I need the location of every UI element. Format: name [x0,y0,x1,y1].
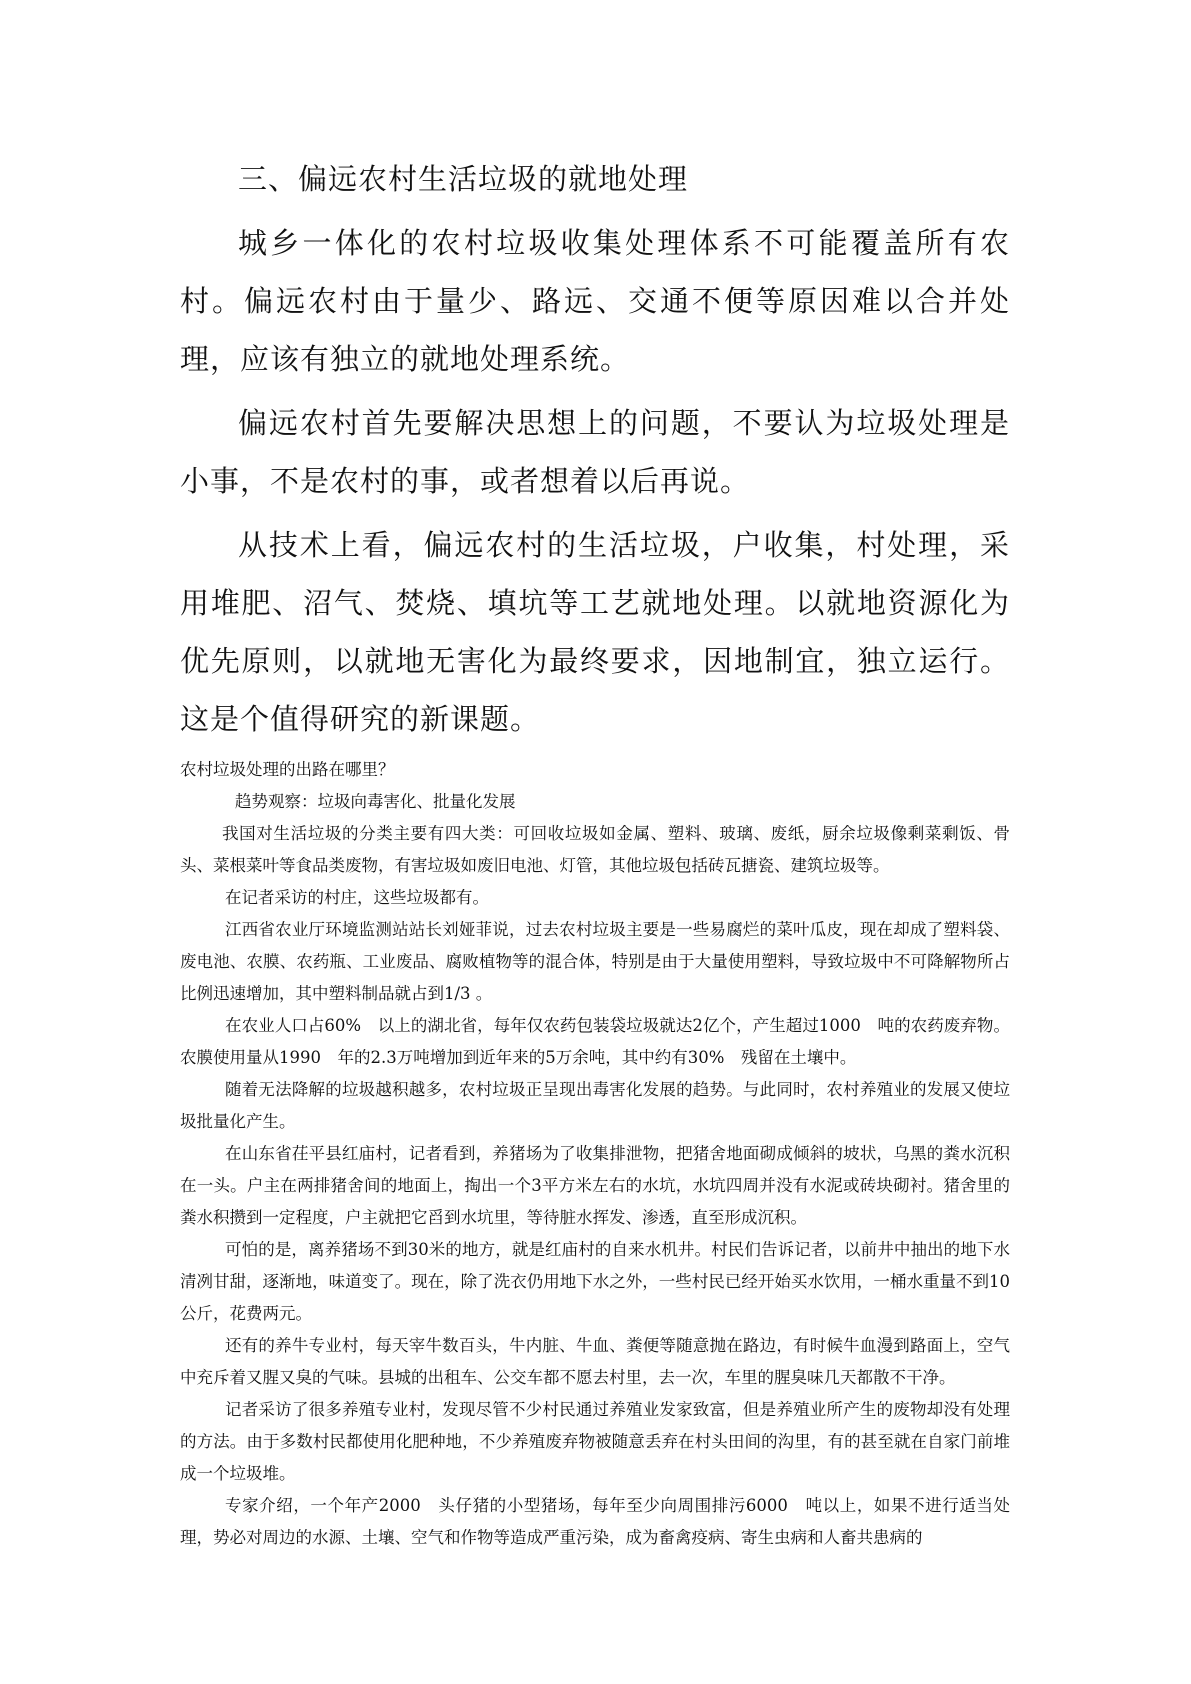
section-paragraph-3: 从技术上看，偏远农村的生活垃圾，户收集，村处理，采用堆肥、沼气、焚烧、填坑等工艺就地处理。以就地资源化为优先原则，以就地无害化为最终要求，因地制宜，独立运行。这是个值得研究的新课题。 [180,528,1010,736]
section-paragraph-1: 城乡一体化的农村垃圾收集处理体系不可能覆盖所有农村。偏远农村由于量少、路远、交通不便等原因难以合并处理，应该有独立的就地处理系统。 [180,226,1010,376]
article-paragraph-2: 在记者采访的村庄，这些垃圾都有。 [225,888,489,907]
article-paragraph-7: 可怕的是，离养猪场不到30米的地方，就是红庙村的自来水机井。村民们告诉记者，以前井中抽出的地下水清冽甘甜，逐渐地，味道变了。现在，除了洗衣仍用地下水之外，一些村民已经开始买水饮用，一桶水重量不到10公斤，花费两元。 [180,1240,1010,1323]
article-title: 农村垃圾处理的出路在哪里？ [180,760,395,779]
section-remote-rural-waste [180,150,1010,748]
article-subheading: 趋势观察：垃圾向毒害化、批量化发展 [235,792,516,811]
document-page [180,150,1010,1554]
article-paragraph-1: 我国对生活垃圾的分类主要有四大类：可回收垃圾如金属、塑料、玻璃、废纸，厨余垃圾像剩菜剩饭、骨头、菜根菜叶等食品类废物，有害垃圾如废旧电池、灯管，其他垃圾包括砖瓦搪瓷、建筑垃圾等。 [180,824,1010,875]
article-paragraph-6: 在山东省茌平县红庙村，记者看到，养猪场为了收集排泄物，把猪舍地面砌成倾斜的坡状，乌黑的粪水沉积在一头。户主在两排猪舍间的地面上，掏出一个3平方米左右的水坑，水坑四周并没有水泥或砖块砌衬。猪舍里的粪水积攒到一定程度，户主就把它舀到水坑里，等待脏水挥发、渗透，直至形成沉积。 [180,1144,1010,1227]
article-paragraph-3: 江西省农业厅环境监测站站长刘娅菲说，过去农村垃圾主要是一些易腐烂的菜叶瓜皮，现在却成了塑料袋、废电池、农膜、农药瓶、工业废品、腐败植物等的混合体，特别是由于大量使用塑料，导致垃圾中不可降解物所占比例迅速增加，其中塑料制品就占到1/3 。 [180,920,1010,1003]
article-paragraph-8: 还有的养牛专业村，每天宰牛数百头，牛内脏、牛血、粪便等随意抛在路边，有时候牛血漫到路面上，空气中充斥着又腥又臭的气味。县城的出租车、公交车都不愿去村里，去一次，车里的腥臭味几天都散不干净。 [180,1336,1010,1387]
article-paragraph-9: 记者采访了很多养殖专业村，发现尽管不少村民通过养殖业发家致富，但是养殖业所产生的废物却没有处理的方法。由于多数村民都使用化肥种地，不少养殖废弃物被随意丢弃在村头田间的沟里，有的甚至就在自家门前堆成一个垃圾堆。 [180,1400,1010,1483]
article-paragraph-10: 专家介绍，一个年产2000 头仔猪的小型猪场，每年至少向周围排污6000 吨以上，如果不进行适当处理，势必对周边的水源、土壤、空气和作物等造成严重污染，成为畜禽疫病、寄生虫病和人畜共患病的 [180,1496,1010,1547]
article-paragraph-5: 随着无法降解的垃圾越积越多，农村垃圾正呈现出毒害化发展的趋势。与此同时，农村养殖业的发展又使垃圾批量化产生。 [180,1080,1010,1131]
article-paragraph-4: 在农业人口占60% 以上的湖北省，每年仅农药包装袋垃圾就达2亿个，产生超过1000 吨的农药废弃物。农膜使用量从1990 年的2.3万吨增加到近年来的5万余吨，其中约有30% 残留在土壤中。 [180,1016,1010,1067]
article-rural-waste [180,754,1010,1554]
section-heading: 三、偏远农村生活垃圾的就地处理 [238,162,689,196]
section-paragraph-2: 偏远农村首先要解决思想上的问题，不要认为垃圾处理是小事，不是农村的事，或者想着以后再说。 [180,406,1010,498]
